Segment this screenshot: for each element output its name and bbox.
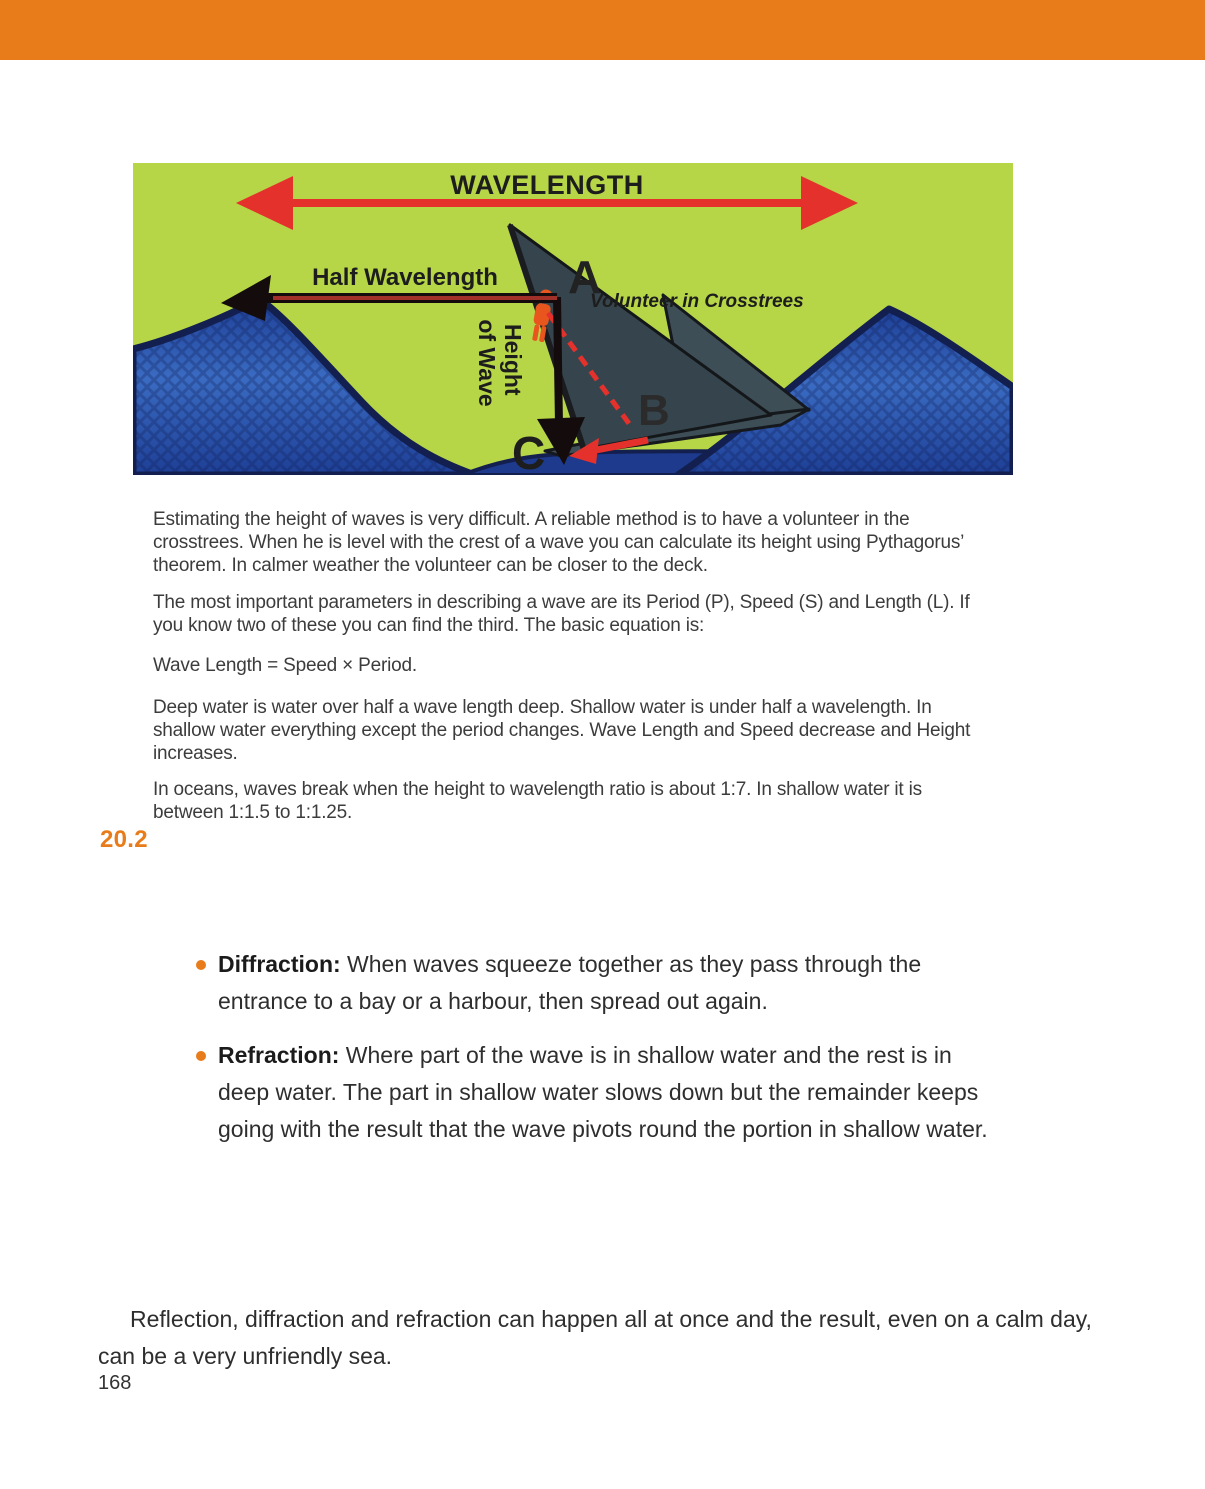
page-number: 168 <box>98 1372 132 1394</box>
paragraph-deep-shallow-water: Deep water is water over half a wave length deep. Shallow water is under half a wavelength. In shallow water everything except the period changes. Wave Length and Speed decrease and Height increases. <box>153 697 971 764</box>
wave-diagram-figure <box>133 163 1013 475</box>
refraction-term: Refraction: <box>218 1042 340 1068</box>
definition-list <box>196 946 991 1165</box>
closing-paragraph: Reflection, diffraction and refraction can happen all at once and the result, even on a calm day, can be a very unfriendly sea. <box>98 1306 1092 1369</box>
height-label-line1: Height <box>500 324 526 396</box>
wave-equation: Wave Length = Speed × Period. <box>153 655 417 676</box>
wave-diagram-svg <box>133 163 1013 475</box>
diffraction-text: When waves squeeze together as they pass through the entrance to a bay or a harbour, then spread out again. <box>218 951 922 1014</box>
wavelength-label: WAVELENGTH <box>450 170 644 200</box>
point-b-label: B <box>638 386 670 435</box>
list-item-diffraction <box>196 946 991 1020</box>
point-c-label: C <box>512 427 546 475</box>
section-number: 20.2 <box>100 826 148 853</box>
paragraph-wave-breaking: In oceans, waves break when the height to wavelength ratio is about 1:7. In shallow water it is between 1:1.5 to 1:1.25. <box>153 779 922 823</box>
height-of-wave-label <box>474 319 526 406</box>
height-label-line2: of Wave <box>474 319 500 407</box>
bullet-dot-icon <box>196 1051 206 1061</box>
volunteer-label: Volunteer in Crosstrees <box>590 291 804 312</box>
diffraction-term: Diffraction: <box>218 951 341 977</box>
bullet-dot-icon <box>196 960 206 970</box>
list-item-refraction <box>196 1037 991 1148</box>
half-wavelength-label: Half Wavelength <box>312 264 498 291</box>
paragraph-parameters: The most important parameters in describing a wave are its Period (P), Speed (S) and Length (L). If you know two of these you can find the third. The basic equation is: <box>153 592 970 636</box>
refraction-text: Where part of the wave is in shallow water and the rest is in deep water. The part in shallow water slows down but the remainder keeps going with the result that the wave pivots round the portion in shallow water. <box>218 1042 988 1142</box>
point-a-label: A <box>568 251 602 303</box>
paragraph-estimating-height: Estimating the height of waves is very difficult. A reliable method is to have a volunteer in the crosstrees. When he is level with the crest of a wave you can calculate its height using Pythagorus’ theorem. In calmer weather the volunteer can be closer to the deck. <box>153 509 964 576</box>
page-header-bar <box>0 0 1205 60</box>
